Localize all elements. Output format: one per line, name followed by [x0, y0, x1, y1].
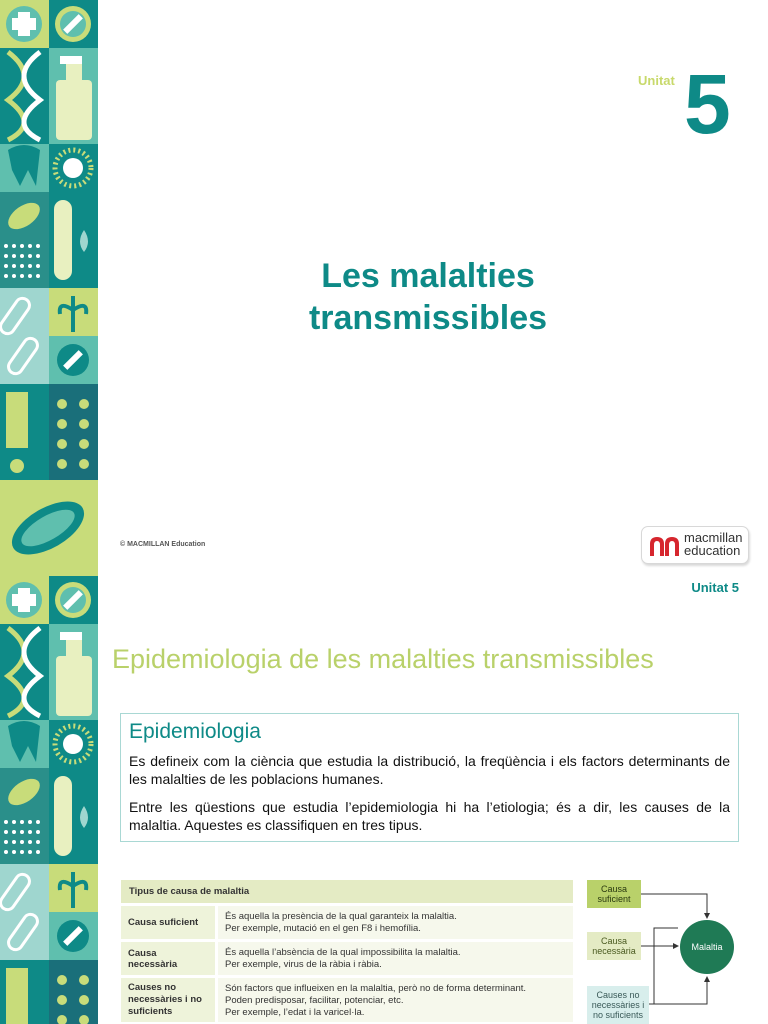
title-line-1: Les malalties: [321, 257, 535, 295]
row-line: Són factors que influeixen en la malaltia, però no de forma determinant.: [225, 983, 527, 994]
definition-box: [120, 713, 739, 842]
causes-diagram: [584, 876, 768, 1024]
table-header: Tipus de causa de malaltia: [121, 880, 573, 903]
diagram-box-other: Causes no necessàries i no suficients: [587, 986, 649, 1024]
logo-line-2: education: [684, 543, 741, 558]
macmillan-logo-icon: [649, 534, 681, 558]
unit-indicator: Unitat 5: [691, 580, 739, 595]
page-title: [218, 255, 638, 339]
unit-number: 5: [684, 57, 731, 151]
row-line: Per exemple, mutació en el gen F8 i hemofília.: [225, 923, 421, 934]
definition-heading: Epidemiologia: [129, 720, 261, 743]
title-slide: [98, 0, 768, 580]
content-slide: [98, 580, 768, 1024]
table-row: [121, 942, 573, 975]
row-line: Per exemple, virus de la ràbia i ràbia.: [225, 959, 382, 970]
row-description: [218, 906, 573, 939]
title-line-2: transmissibles: [308, 299, 548, 337]
row-name: Causa suficient: [121, 906, 215, 939]
definition-paragraph-1: Es defineix com la ciència que estudia la distribució, la freqüència i els factors determinants de les malalties de les poblacions humanes.: [129, 753, 730, 787]
logo-text: [684, 531, 743, 557]
table-row: [121, 978, 573, 1022]
row-description: [218, 978, 573, 1022]
row-name: Causa necessària: [121, 942, 215, 975]
copyright-text: © MACMILLAN Education: [120, 541, 206, 548]
medical-pattern-graphic: [0, 0, 98, 1024]
section-title: Epidemiologia de les malalties transmissibles: [112, 644, 654, 674]
row-line: Per exemple, l’edat i la varicel·la.: [225, 1007, 365, 1018]
row-line: És aquella la presència de la qual garanteix la malaltia.: [225, 911, 457, 922]
unit-label: Unitat: [638, 73, 675, 88]
diagram-box-sufficient: Causa suficient: [587, 880, 641, 908]
macmillan-logo: [641, 526, 749, 564]
row-description: [218, 942, 573, 975]
definition-paragraph-2: Entre les qüestions que estudia l’epidemiologia hi ha l’etiologia; és a dir, les causes de la malaltia. Aquestes es classifiquen en tres tipus.: [129, 799, 730, 833]
row-line: És aquella l’absència de la qual impossibilita la malaltia.: [225, 947, 461, 958]
decorative-medical-strip: [0, 0, 98, 1024]
diagram-disease-node: Malaltia: [680, 920, 734, 974]
cause-types-table: [121, 880, 573, 1024]
diagram-box-necessary: Causa necessària: [587, 932, 641, 960]
table-row: [121, 906, 573, 939]
row-line: Poden predisposar, facilitar, potenciar, etc.: [225, 995, 404, 1006]
logo-line-1: macmillan: [684, 530, 743, 545]
row-name: Causes no necessàries i no suficients: [121, 978, 215, 1022]
